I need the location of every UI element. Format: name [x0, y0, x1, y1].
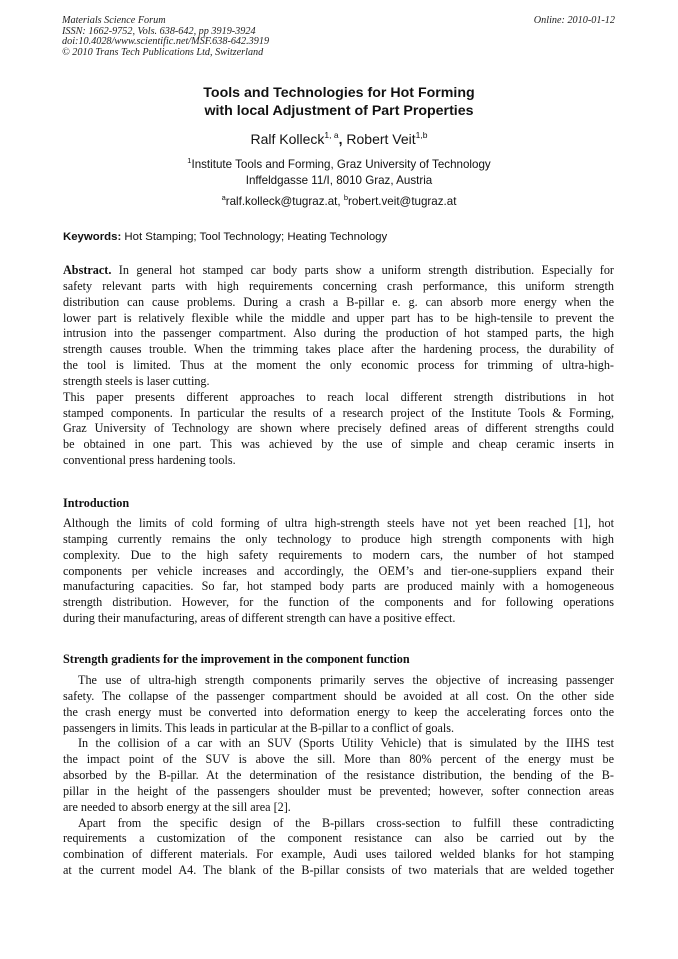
gradients-line: absorbed by the B-pillar. At the determination of the resistance distribution, the bending of the B- [63, 768, 614, 783]
gradients-line: the impact point of the SUV is above the sill. More than 80% percent of the energy must be [63, 752, 614, 767]
copyright-line: © 2010 Trans Tech Publications Ltd, Switzerland [62, 46, 264, 58]
intro-line: components per vehicle increases and accordingly, the OEM’s and tier-one-suppliers expand their [63, 563, 614, 578]
author-2: Robert Veit [342, 131, 416, 147]
intro-line: during their manufacturing, areas of different strength can have a positive effect. [63, 611, 456, 626]
author-list [0, 130, 678, 148]
author-emails [0, 194, 678, 210]
affiliation-line-1 [0, 157, 678, 173]
title-line-1: Tools and Technologies for Hot Forming [203, 85, 475, 101]
author-1: Ralf Kolleck [250, 131, 325, 147]
gradients-body [63, 673, 614, 879]
paper-title [0, 84, 678, 120]
author-1-affiliation: 1, a [324, 130, 339, 140]
journal-info [62, 16, 482, 58]
affiliation-line-2: Inffeldgasse 11/I, 8010 Graz, Austria [245, 174, 433, 187]
intro-line: stamping currently remains the only technology to produce high strength components with high [63, 531, 614, 546]
gradients-line: In the collision of a car with an SUV (Sports Utility Vehicle) that is simulated by the IIHS test [78, 736, 614, 751]
affiliation [0, 157, 678, 189]
affiliation-institute: Institute Tools and Forming, Graz University of Technology [191, 158, 491, 171]
abstract-line: the tool is limited. Thus at the moment the only economic process for trimming of ultra-high- [63, 358, 614, 373]
gradients-line: the crash energy must be converted into deformation energy to keep the accelerating forces onto the [63, 704, 614, 719]
author-2-affiliation: 1,b [415, 130, 428, 140]
abstract-line: strength causes trouble. When the trimming takes place after the hardening process, the durability of [63, 342, 614, 357]
gradients-line: requirements a customization of the component resistance can also be carried out by the [63, 831, 614, 846]
keywords-label: Keywords: [63, 231, 122, 243]
abstract-label: Abstract. [63, 263, 112, 277]
intro-line: manufacturing capacities. So far, hot stamped body parts are produced mainly with a homogeneous [63, 579, 614, 594]
intro-line: strength distribution. However, for the function of the components and for following operations [63, 595, 614, 610]
intro-line: Although the limits of cold forming of ultra high-strength steels have not yet been reached [1], hot [63, 516, 614, 530]
keywords-text: Hot Stamping; Tool Technology; Heating Technology [121, 231, 388, 243]
abstract-line: Graz University of Technology are shown where precisely defined areas of different strengths could [63, 421, 614, 436]
gradients-line: pillar in the height of the passengers shoulder must be prevented; however, softer connection areas [63, 783, 614, 798]
issn-line: ISSN: 1662-9752, Vols. 638-642, pp 3919-3924 [62, 25, 256, 37]
abstract-line: This paper presents different approaches to reach local different strength distributions in hot [63, 389, 614, 404]
abstract-line: stamped components. In particular the results of a research project of the Institute Tools & Forming, [63, 405, 614, 420]
email-a-marker: a [221, 193, 226, 202]
gradients-line: passengers in limits. This leads in particular at the B-pillar to a conflict of goals. [63, 720, 455, 735]
email-b: robert.veit@tugraz.at [348, 195, 457, 208]
gradients-line: The use of ultra-high strength components primarily serves the objective of increasing passenger [78, 673, 614, 687]
abstract-line: intrusion into the passenger compartment. Also during the production of hot stamped parts, the high [63, 326, 614, 341]
abstract [63, 263, 614, 469]
intro-line: complexity. Due to the high safety requirements to modern cars, the number of hot stamped [63, 547, 614, 562]
abstract-line: lower part is relatively flexible while the middle and upper part has to be high-tensile to prevent the [63, 310, 614, 325]
online-date: Online: 2010-01-12 [533, 15, 615, 26]
introduction-body [63, 516, 614, 627]
email-a: ralf.kolleck@tugraz.at, [225, 195, 344, 208]
gradients-line: are needed to absorb energy at the sill area [2]. [63, 799, 291, 814]
abstract-line: strength steels is laser cutting. [63, 373, 210, 388]
keywords [63, 230, 615, 245]
gradients-heading: Strength gradients for the improvement in the component function [63, 652, 410, 666]
abstract-line: Abstract. In general hot stamped car body parts show a uniform strength distribution. Especially for [63, 263, 614, 277]
gradients-line: at the current model A4. The blank of the B-pillar consists of two materials that are welded together [63, 863, 614, 878]
abstract-line: distribution can cause problems. During a crash a B-pillar e. g. can absorb more energy when the [63, 294, 614, 309]
abstract-line: conventional press hardening tools. [63, 453, 236, 468]
abstract-line: safety relevant parts with high requirements concerning crash performance, this uniform strength [63, 278, 614, 293]
journal-name: Materials Science Forum [62, 15, 166, 26]
gradients-line: Apart from the specific design of the B-pillars cross-section to fulfill these contradicting [78, 815, 614, 830]
author-separator: , [338, 131, 343, 147]
introduction-heading: Introduction [63, 496, 130, 510]
abstract-line: be obtained in one part. This was achieved by the use of simple and cheap ceramic inserts in [63, 437, 614, 452]
doi-line: doi:10.4028/www.scientific.net/MSF.638-642.3919 [62, 36, 270, 48]
email-b-marker: b [343, 193, 348, 202]
gradients-line: combination of different materials. For example, Audi uses tailored welded blanks for hot stamping [63, 847, 614, 862]
gradients-line: safety. The collapse of the passenger compartment should be avoided at all cost. On the other side [63, 688, 614, 703]
affiliation-marker: 1 [187, 156, 192, 165]
title-line-2: with local Adjustment of Part Properties [204, 103, 474, 119]
